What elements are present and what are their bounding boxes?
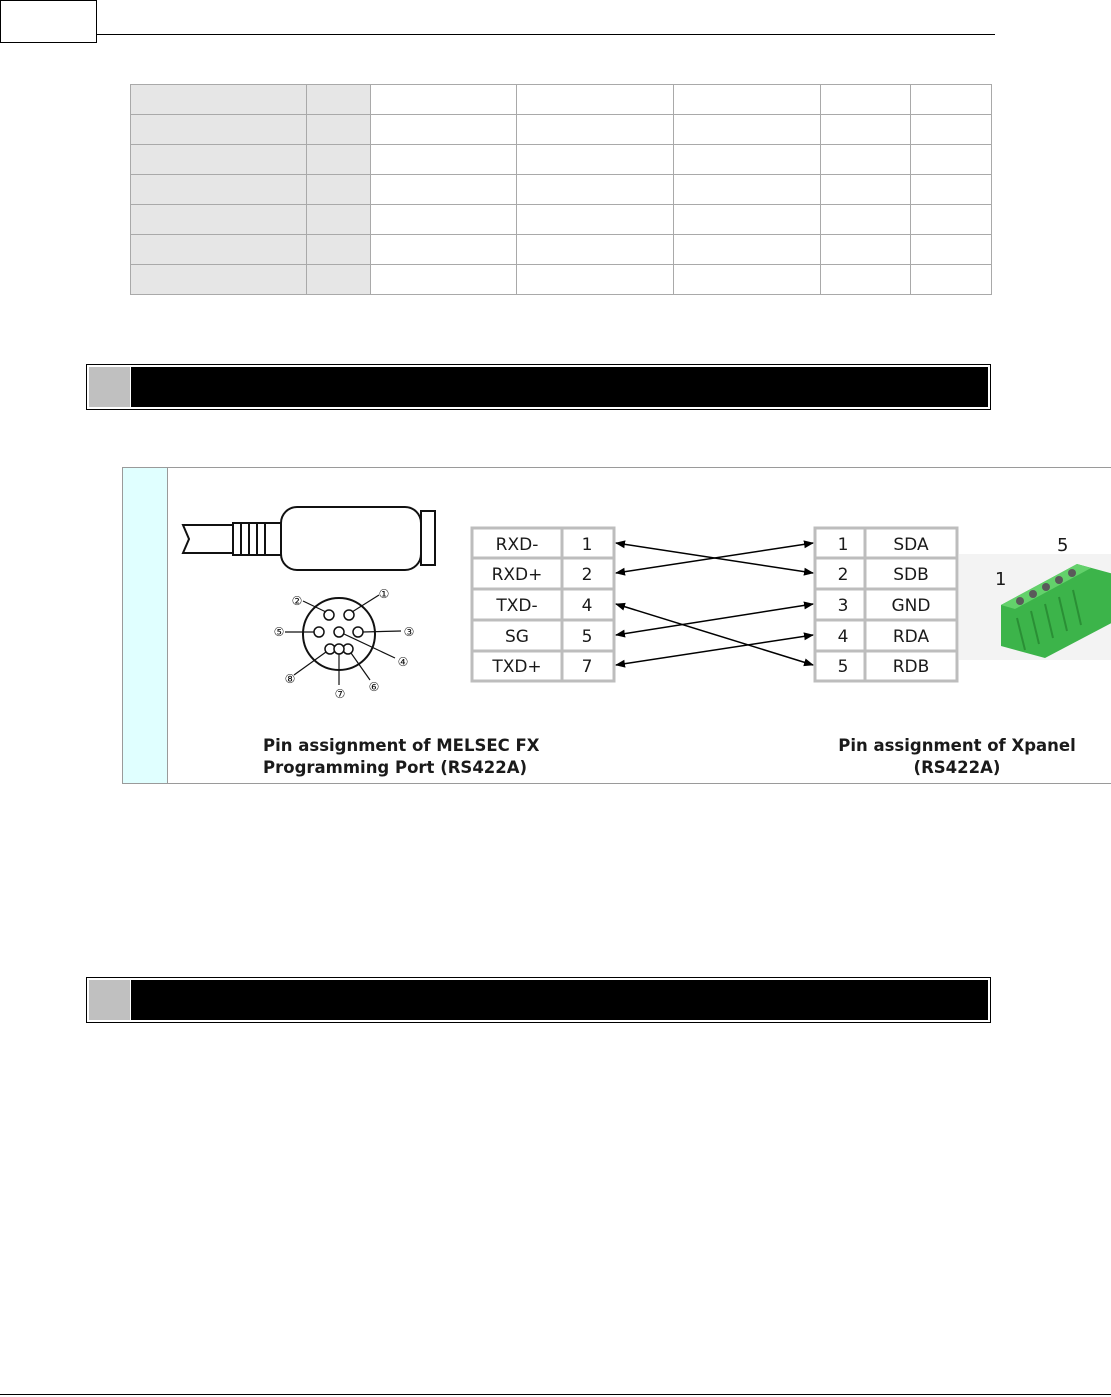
xpanel-pin-table — [815, 528, 957, 681]
table-cell — [371, 175, 517, 205]
melsec-pin-number: 7 — [581, 657, 593, 677]
melsec-pin-number: 2 — [581, 565, 593, 585]
wire-txd-minus-to-rdb — [616, 604, 813, 665]
melsec-pin-table — [472, 528, 614, 681]
din-pin-label: ⑥ — [368, 680, 380, 694]
table-cell — [131, 235, 307, 265]
table-row — [131, 205, 992, 235]
xpanel-signal-label: SDA — [893, 535, 929, 555]
xpanel-pin-number: 2 — [837, 565, 849, 585]
section-number-cell — [89, 980, 130, 1020]
table-cell — [911, 205, 992, 235]
terminal-block-icon — [959, 535, 1111, 660]
table-cell — [674, 145, 821, 175]
table-cell — [371, 85, 517, 115]
xpanel-signal-label: RDA — [892, 627, 930, 647]
caption-xpanel-line1: Pin assignment of Xpanel — [838, 736, 1076, 755]
spec-table — [130, 84, 992, 295]
melsec-signal-label: RXD+ — [491, 565, 543, 585]
table-cell — [674, 175, 821, 205]
terminal-label-last: 5 — [1057, 535, 1069, 556]
wire-txd-plus-to-rda — [616, 635, 813, 665]
table-cell — [517, 235, 674, 265]
xpanel-pin-number: 1 — [837, 535, 849, 555]
table-cell — [371, 235, 517, 265]
table-cell — [307, 115, 371, 145]
table-cell — [911, 115, 992, 145]
table-row — [131, 235, 992, 265]
xpanel-signal-label: RDB — [892, 657, 930, 677]
table-cell — [371, 145, 517, 175]
table-row — [131, 265, 992, 295]
table-cell — [131, 265, 307, 295]
table-cell — [307, 205, 371, 235]
melsec-pin-number: 1 — [581, 535, 593, 555]
melsec-pin-number: 5 — [581, 627, 593, 647]
table-cell — [821, 205, 911, 235]
table-cell — [371, 115, 517, 145]
melsec-signal-label: RXD- — [495, 535, 539, 555]
table-cell — [517, 265, 674, 295]
table-cell — [307, 85, 371, 115]
table-cell — [911, 175, 992, 205]
table-cell — [911, 145, 992, 175]
melsec-pin-number: 4 — [581, 596, 593, 616]
table-row — [131, 145, 992, 175]
table-cell — [821, 235, 911, 265]
din-pin-label: ⑧ — [284, 672, 296, 686]
table-cell — [517, 115, 674, 145]
table-cell — [307, 175, 371, 205]
table-cell — [517, 205, 674, 235]
terminal-label-first: 1 — [995, 569, 1007, 590]
table-row — [131, 115, 992, 145]
table-cell — [821, 265, 911, 295]
section-title-band — [131, 367, 988, 407]
wire-sg-to-gnd — [616, 604, 813, 635]
table-cell — [674, 205, 821, 235]
din-pin-label: ③ — [403, 625, 415, 639]
melsec-signal-label: TXD+ — [492, 657, 542, 677]
xpanel-signal-label: SDB — [893, 565, 929, 585]
caption-melsec-line1: Pin assignment of MELSEC FX — [263, 736, 540, 755]
table-cell — [674, 235, 821, 265]
table-cell — [821, 175, 911, 205]
melsec-signal-label: TXD- — [496, 596, 538, 616]
header-rule — [97, 34, 995, 35]
page-number-box — [0, 0, 97, 43]
table-cell — [821, 115, 911, 145]
diagram-side-bar — [123, 468, 168, 783]
table-cell — [517, 175, 674, 205]
section-number-cell — [89, 367, 130, 407]
melsec-signal-label: SG — [505, 627, 529, 647]
section-header-bar — [86, 977, 991, 1023]
table-cell — [674, 265, 821, 295]
table-cell — [674, 85, 821, 115]
table-cell — [307, 235, 371, 265]
table-cell — [131, 145, 307, 175]
table-cell — [371, 205, 517, 235]
table-cell — [911, 265, 992, 295]
table-cell — [517, 145, 674, 175]
section-title-band — [131, 980, 988, 1020]
wiring-lines — [616, 543, 813, 665]
caption-xpanel-line2: (RS422A) — [913, 758, 1001, 777]
table-cell — [821, 145, 911, 175]
table-cell — [131, 85, 307, 115]
table-cell — [131, 205, 307, 235]
table-cell — [307, 265, 371, 295]
xpanel-pin-number: 5 — [837, 657, 849, 677]
section-header-bar — [86, 364, 991, 410]
connector-plug-icon — [183, 507, 435, 570]
xpanel-pin-number: 4 — [837, 627, 849, 647]
table-cell — [371, 265, 517, 295]
din-pin-label: ⑤ — [273, 625, 285, 639]
din-pin-label: ⑦ — [334, 687, 346, 701]
din-socket-icon — [274, 587, 415, 701]
caption-melsec-line2: Programming Port (RS422A) — [263, 758, 528, 777]
table-cell — [517, 85, 674, 115]
wiring-diagram — [122, 467, 1111, 784]
table-cell — [674, 115, 821, 145]
table-cell — [911, 85, 992, 115]
table-cell — [131, 175, 307, 205]
table-row — [131, 85, 992, 115]
table-cell — [821, 85, 911, 115]
din-pin-label: ① — [378, 587, 390, 601]
footer-rule — [0, 1394, 1111, 1395]
din-pin-label: ② — [291, 594, 303, 608]
table-row — [131, 175, 992, 205]
table-cell — [911, 235, 992, 265]
table-cell — [307, 145, 371, 175]
table-cell — [131, 115, 307, 145]
xpanel-signal-label: GND — [891, 596, 931, 616]
xpanel-pin-number: 3 — [837, 596, 849, 616]
din-pin-label: ④ — [397, 655, 409, 669]
